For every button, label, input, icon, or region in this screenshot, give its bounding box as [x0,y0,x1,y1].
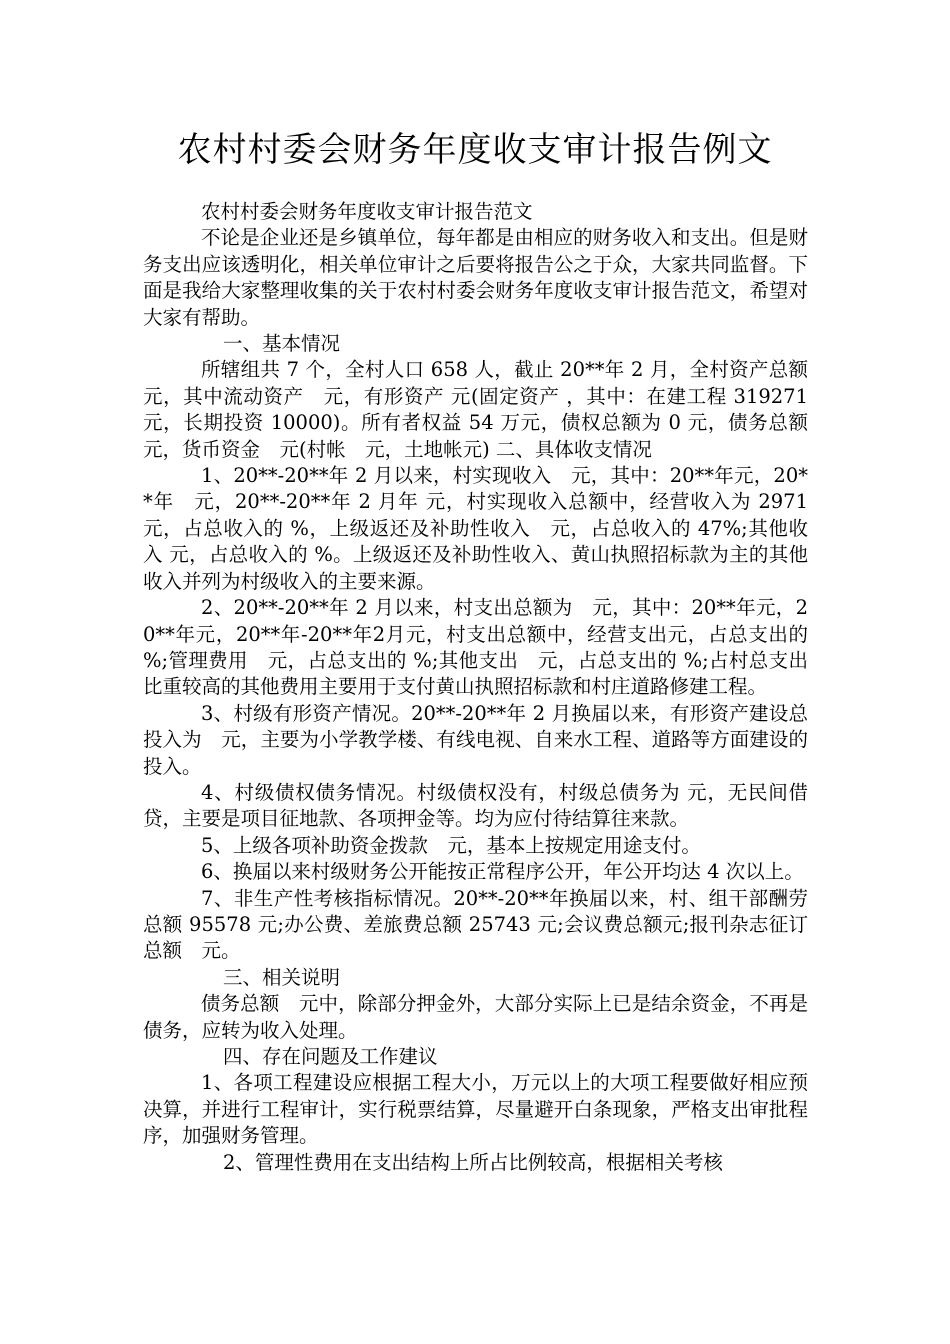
income-paragraph: 1、20**-20**年 2 月以来，村实现收入 元，其中：20**年元，20**年 元，20**-20**年 2 月年 元，村实现收入总额中，经营收入为 2971 元，占总收入的 %，上级返还及补助性收入 元，占总收入的 47%;其他收入 元，占总收入的 %。上级返还及补助性收入、黄山执照招标款为主的其他收入并列为村级收入的主要来源。 [143,464,808,593]
notes-paragraph: 债务总额 元中，除部分押金外，大部分实际上已是结余资金，不再是债务，应转为收入处理。 [143,992,808,1042]
intro-paragraph: 不论是企业还是乡镇单位，每年都是由相应的财务收入和支出。但是财务支出应该透明化，相关单位审计之后要将报告公之于众，大家共同监督。下面是我给大家整理收集的关于农村村委会财务年度收支审计报告范文，希望对大家有帮助。 [143,226,808,329]
section-heading-basic: 一、基本情况 [223,332,341,356]
subtitle-paragraph: 农村村委会财务年度收支审计报告范文 [201,200,533,223]
issue-paragraph-1: 1、各项工程建设应根据工程大小，万元以上的大项工程要做好相应预决算，并进行工程审计，实行税票结算，尽量避开白条现象，严格支出审批程序，加强财务管理。 [143,1071,808,1148]
indicators-paragraph: 7、非生产性考核指标情况。20**-20**年换届以来，村、组干部酬劳总额 95578 元;办公费、差旅费总额 25743 元;会议费总额元;报刊杂志征订总额 元。 [143,886,808,963]
expense-paragraph: 2、20**-20**年 2 月以来，村支出总额为 元，其中：20**年元，20**年元，20**年-20**年2月元，村支出总额中，经营支出元，占总支出的 %;管理费用 元，占总支出的 %;其他支出 元，占总支出的 %;占村总支出比重较高的其他费用主要用于支付黄山执照招标款和村庄道路修建工程。 [143,596,808,699]
tangible-assets-paragraph: 3、村级有形资产情况。20**-20**年 2 月换届以来，有形资产建设总投入为 元，主要为小学教学楼、有线电视、自来水工程、道路等方面建设的投入。 [143,701,808,778]
debt-paragraph: 4、村级债权债务情况。村级债权没有，村级总债务为 元，无民间借贷，主要是项目征地款、各项押金等。均为应付待结算往来款。 [143,780,808,831]
subsidy-paragraph: 5、上级各项补助资金拨款 元，基本上按规定用途支付。 [201,833,701,857]
document-title: 农村村委会财务年度收支审计报告例文 [177,130,773,170]
issue-paragraph-2: 2、管理性费用在支出结构上所占比例较高，根据相关考核 [223,1150,723,1174]
basic-info-paragraph: 所辖组共 7 个，全村人口 658 人，截止 20**年 2 月，全村资产总额 元，其中流动资产 元，有形资产 元(固定资产 ，其中：在建工程 319271 元，长期投资 10000)。所有者权益 54 万元，债权总额为 0 元，债务总额 元，货币资金 元(村帐 元，土地帐元) 二、具体收支情况 [143,358,828,461]
disclosure-paragraph: 6、换届以来村级财务公开能按正常程序公开，年公开均达 4 次以上。 [201,860,804,884]
document-body [143,199,828,1176]
section-heading-issues: 四、存在问题及工作建议 [223,1045,438,1068]
section-heading-notes: 三、相关说明 [223,965,341,989]
